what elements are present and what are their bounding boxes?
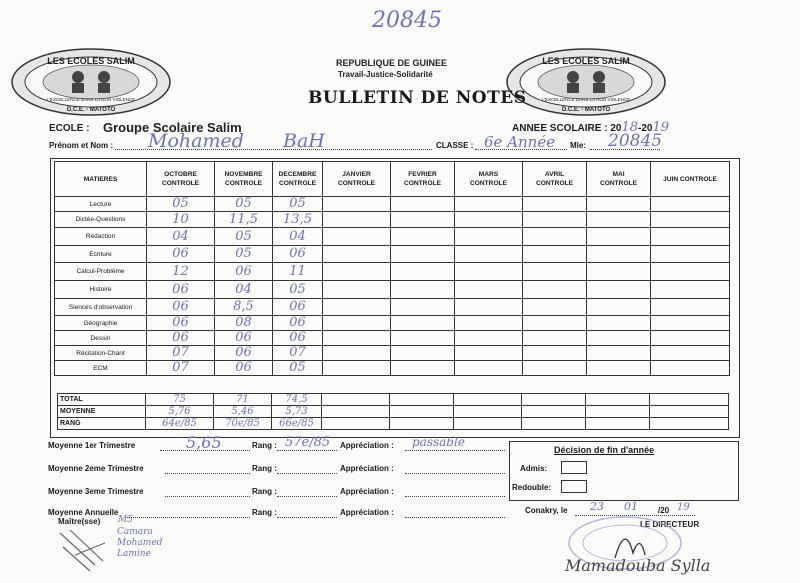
- empty-grade-cell: [651, 316, 730, 331]
- empty-grade-cell: [323, 212, 391, 228]
- grade-dec: 04: [273, 228, 323, 246]
- grade-row: [55, 246, 730, 263]
- annee-label: ANNEE SCOLAIRE : 20: [512, 123, 622, 134]
- t1-value: 5,65: [186, 433, 222, 452]
- mle-label: Mle:: [570, 141, 586, 150]
- ecole-label: ECOLE :: [49, 123, 90, 134]
- empty-grade-cell: [323, 263, 391, 281]
- grade-dec: 11: [273, 263, 323, 281]
- empty-grade-cell: [651, 299, 730, 316]
- empty-grade-cell: [523, 316, 587, 331]
- empty-grade-cell: [455, 299, 523, 316]
- rang-oct: 64e/85: [146, 418, 214, 430]
- grades-header-row: [55, 162, 730, 197]
- rang-row: [58, 418, 729, 430]
- empty-grade-cell: [523, 212, 587, 228]
- empty-grade-cell: [651, 346, 730, 361]
- col-header-juin: JUIN CONTROLE: [651, 162, 730, 197]
- grade-nov: 08: [215, 316, 273, 331]
- empty-grade-cell: [391, 263, 455, 281]
- empty-grade-cell: [587, 346, 651, 361]
- grade-nov: 05: [215, 228, 273, 246]
- admis-label: Admis:: [520, 464, 548, 473]
- total-label: TOTAL: [58, 394, 146, 406]
- t3-rang-dotted: [277, 496, 337, 497]
- annuelle-rang-label: Rang :: [252, 508, 277, 517]
- grade-oct: 10: [147, 212, 215, 228]
- subject-cell: Histoire: [55, 281, 147, 299]
- maitre-initials: M5: [118, 515, 133, 525]
- school-seal-left: [10, 47, 172, 117]
- seal-left-text-top: LES ECOLES SALIM: [47, 56, 135, 66]
- subject-cell: Calcul-Problème: [55, 263, 147, 281]
- empty-grade-cell: [523, 263, 587, 281]
- empty-grade-cell: [391, 346, 455, 361]
- empty-grade-cell: [651, 197, 730, 212]
- grade-nov: 05: [215, 197, 273, 212]
- ecole-value: Groupe Scolaire Salim: [103, 120, 242, 135]
- admis-checkbox[interactable]: [561, 461, 587, 474]
- empty-grade-cell: [455, 228, 523, 246]
- subject-cell: Ecriture: [55, 246, 147, 263]
- moyenne-oct: 5,76: [146, 406, 214, 418]
- grade-nov: 06: [215, 346, 273, 361]
- t1-appreciation-label: Appréciation :: [340, 441, 394, 450]
- annuelle-appreciation-label: Appréciation :: [340, 508, 394, 517]
- date-month: 01: [624, 500, 638, 513]
- maitre-signature: [55, 525, 115, 575]
- empty-grade-cell: [455, 246, 523, 263]
- rang-nov: 70e/85: [214, 418, 272, 430]
- col-header-mars: MARS CONTROLE: [455, 162, 523, 197]
- annuelle-rang-dotted: [277, 517, 337, 518]
- grade-row: [55, 361, 730, 376]
- grade-row: [55, 316, 730, 331]
- t1-appreciation-dotted: [405, 450, 505, 451]
- grades-table: [54, 161, 730, 376]
- grade-row: [55, 197, 730, 212]
- empty-grade-cell: [587, 316, 651, 331]
- grade-dec: 07: [273, 346, 323, 361]
- grade-nov: 06: [215, 331, 273, 346]
- empty-grade-cell: [455, 361, 523, 376]
- empty-grade-cell: [651, 361, 730, 376]
- grade-nov: 11,5: [215, 212, 273, 228]
- grade-row: [55, 212, 730, 228]
- grade-row: [55, 281, 730, 299]
- t3-dotted: [165, 496, 250, 497]
- grade-dec: 13,5: [273, 212, 323, 228]
- grade-dec: 05: [273, 361, 323, 376]
- empty-grade-cell: [391, 228, 455, 246]
- t2-appreciation-label: Appréciation :: [340, 464, 394, 473]
- classe-value: 6e Année: [484, 133, 556, 151]
- seal-left-text-mid: L'EXCELLENCE DANS LA NON VIOLENCE: [46, 97, 136, 102]
- col-header-octobre: OCTOBRE CONTROLE: [147, 162, 215, 197]
- subject-cell: Lecture: [55, 197, 147, 212]
- grade-dec: 05: [273, 197, 323, 212]
- date-year-hand: 19: [677, 502, 690, 513]
- total-oct: 75: [146, 394, 214, 406]
- subject-cell: Dessin: [55, 331, 147, 346]
- conakry-label: Conakry, le: [525, 506, 568, 515]
- empty-grade-cell: [587, 299, 651, 316]
- subject-cell: Dictée-Questions: [55, 212, 147, 228]
- total-nov: 71: [214, 394, 272, 406]
- director-signature: Mamadouba Sylla: [565, 556, 711, 575]
- empty-grade-cell: [523, 299, 587, 316]
- t2-appreciation-dotted: [405, 473, 505, 474]
- grade-dec: 06: [273, 316, 323, 331]
- grade-nov: 06: [215, 361, 273, 376]
- republic-heading: REPUBLIQUE DE GUINEE: [336, 58, 448, 68]
- maitre-label: Maître(sse): [58, 517, 101, 526]
- moyenne-row: [58, 406, 729, 418]
- empty-grade-cell: [323, 331, 391, 346]
- t1-label: Moyenne 1er Trimestre: [48, 441, 136, 450]
- moyenne-label: MOYENNE: [58, 406, 146, 418]
- grade-oct: 07: [147, 346, 215, 361]
- document-title: BULLETIN DE NOTES: [308, 88, 527, 108]
- seal-right-text-top: LES ECOLES SALIM: [542, 56, 630, 66]
- grade-dec: 05: [273, 281, 323, 299]
- empty-grade-cell: [323, 246, 391, 263]
- grade-oct: 06: [147, 299, 215, 316]
- empty-grade-cell: [651, 212, 730, 228]
- nom-value: BaH: [283, 130, 325, 152]
- maitre-name: Camara Mohamed Lamine: [117, 527, 163, 559]
- annuelle-appreciation-dotted: [405, 517, 505, 518]
- date-day: 23: [590, 500, 604, 513]
- grade-oct: 06: [147, 316, 215, 331]
- empty-grade-cell: [391, 331, 455, 346]
- annee-start-hand: 18: [621, 120, 639, 135]
- empty-grade-cell: [323, 316, 391, 331]
- t1-rang-value: 57e/85: [285, 435, 331, 450]
- classe-label: CLASSE :: [436, 141, 474, 150]
- mle-value: 20845: [608, 131, 663, 151]
- t3-label: Moyenne 3eme Trimestre: [48, 487, 144, 496]
- grade-nov: 05: [215, 246, 273, 263]
- empty-grade-cell: [391, 212, 455, 228]
- grade-row: [55, 299, 730, 316]
- empty-grade-cell: [651, 263, 730, 281]
- empty-grade-cell: [323, 228, 391, 246]
- t1-rang-label: Rang :: [252, 441, 277, 450]
- decision-title: Décision de fin d'année: [554, 445, 655, 455]
- subject-cell: Rédaction: [55, 228, 147, 246]
- empty-grade-cell: [587, 281, 651, 299]
- empty-grade-cell: [651, 228, 730, 246]
- redouble-label: Redouble:: [512, 483, 552, 492]
- t2-rang-label: Rang :: [252, 464, 277, 473]
- empty-grade-cell: [455, 263, 523, 281]
- t3-appreciation-label: Appréciation :: [340, 487, 394, 496]
- empty-grade-cell: [523, 228, 587, 246]
- annuelle-dotted: [125, 517, 250, 518]
- empty-grade-cell: [651, 331, 730, 346]
- school-seal-right: [505, 47, 667, 117]
- empty-grade-cell: [455, 281, 523, 299]
- col-header-novembre: NOVEMBRE CONTROLE: [215, 162, 273, 197]
- empty-grade-cell: [391, 316, 455, 331]
- subject-cell: Siences d'observation: [55, 299, 147, 316]
- total-row: [58, 394, 729, 406]
- grade-row: [55, 228, 730, 246]
- national-motto: Travail-Justice-Solidarité: [338, 70, 433, 79]
- annuelle-label: Moyenne Annuelle: [48, 508, 119, 517]
- grade-nov: 06: [215, 263, 273, 281]
- t2-dotted: [165, 473, 250, 474]
- t1-appreciation-value: passable: [412, 435, 465, 449]
- grade-oct: 12: [147, 263, 215, 281]
- empty-grade-cell: [455, 212, 523, 228]
- empty-grade-cell: [587, 361, 651, 376]
- grade-oct: 04: [147, 228, 215, 246]
- grade-dec: 06: [273, 331, 323, 346]
- empty-grade-cell: [587, 246, 651, 263]
- empty-grade-cell: [523, 346, 587, 361]
- empty-grade-cell: [455, 331, 523, 346]
- empty-grade-cell: [455, 316, 523, 331]
- col-header-matieres: MATIERES: [55, 162, 147, 197]
- grade-nov: 04: [215, 281, 273, 299]
- col-header-fevrier: FEVRIER CONTROLE: [391, 162, 455, 197]
- directeur-label: LE DIRECTEUR: [640, 520, 700, 529]
- grade-oct: 06: [147, 281, 215, 299]
- grade-dec: 06: [273, 299, 323, 316]
- subject-cell: Géographie: [55, 316, 147, 331]
- empty-grade-cell: [391, 361, 455, 376]
- empty-grade-cell: [391, 197, 455, 212]
- empty-grade-cell: [587, 228, 651, 246]
- subject-cell: ECM: [55, 361, 147, 376]
- grade-row: [55, 263, 730, 281]
- redouble-checkbox[interactable]: [561, 480, 587, 493]
- seal-left-text-bottom: D.C.E. - MATOTO: [66, 107, 116, 113]
- subject-cell: Récitation-Chant: [55, 346, 147, 361]
- annee-sep: -20: [638, 123, 653, 134]
- empty-grade-cell: [455, 197, 523, 212]
- seal-right-text-bottom: D.C.E. - MATOTO: [561, 107, 611, 113]
- t2-label: Moyenne 2eme Trimestre: [48, 464, 144, 473]
- empty-grade-cell: [587, 212, 651, 228]
- grade-nov: 8,5: [215, 299, 273, 316]
- moyenne-dec: 5,73: [272, 406, 322, 418]
- empty-grade-cell: [323, 281, 391, 299]
- empty-grade-cell: [523, 197, 587, 212]
- empty-grade-cell: [523, 361, 587, 376]
- empty-grade-cell: [587, 197, 651, 212]
- col-header-decembre: DECEMBRE CONTROLE: [273, 162, 323, 197]
- decision-box: [509, 441, 739, 501]
- grade-oct: 06: [147, 331, 215, 346]
- annee-end-hand: 19: [652, 120, 670, 135]
- empty-grade-cell: [323, 299, 391, 316]
- col-header-avril: AVRIL CONTROLE: [523, 162, 587, 197]
- col-header-mai: MAI CONTROLE: [587, 162, 651, 197]
- totals-table: [57, 393, 729, 430]
- t1-rang-dotted: [277, 450, 337, 451]
- empty-grade-cell: [323, 361, 391, 376]
- empty-grade-cell: [523, 246, 587, 263]
- date-year-print: /20: [658, 506, 670, 515]
- prenom-label: Prénom et Nom :: [49, 141, 114, 150]
- empty-grade-cell: [323, 346, 391, 361]
- grade-row: [55, 331, 730, 346]
- empty-grade-cell: [455, 346, 523, 361]
- empty-grade-cell: [523, 331, 587, 346]
- t3-rang-label: Rang :: [252, 487, 277, 496]
- rang-label: RANG: [58, 418, 146, 430]
- col-header-janvier: JANVIER CONTROLE: [323, 162, 391, 197]
- empty-grade-cell: [651, 281, 730, 299]
- rang-dec: 66e/85: [272, 418, 322, 430]
- grade-oct: 06: [147, 246, 215, 263]
- t3-appreciation-dotted: [405, 496, 505, 497]
- moyenne-nov: 5,46: [214, 406, 272, 418]
- empty-grade-cell: [587, 263, 651, 281]
- total-dec: 74,5: [272, 394, 322, 406]
- empty-grade-cell: [587, 331, 651, 346]
- empty-grade-cell: [391, 281, 455, 299]
- grade-dec: 06: [273, 246, 323, 263]
- empty-grade-cell: [323, 197, 391, 212]
- empty-grade-cell: [391, 246, 455, 263]
- seal-right-text-mid: L'EXCELLENCE DANS LA NON VIOLENCE: [541, 97, 631, 102]
- t2-rang-dotted: [277, 473, 337, 474]
- empty-grade-cell: [651, 246, 730, 263]
- grade-row: [55, 346, 730, 361]
- grade-oct: 07: [147, 361, 215, 376]
- grade-oct: 05: [147, 197, 215, 212]
- document-number: 20845: [372, 8, 442, 33]
- prenom-value: Mohamed: [148, 130, 244, 152]
- empty-grade-cell: [391, 299, 455, 316]
- empty-grade-cell: [523, 281, 587, 299]
